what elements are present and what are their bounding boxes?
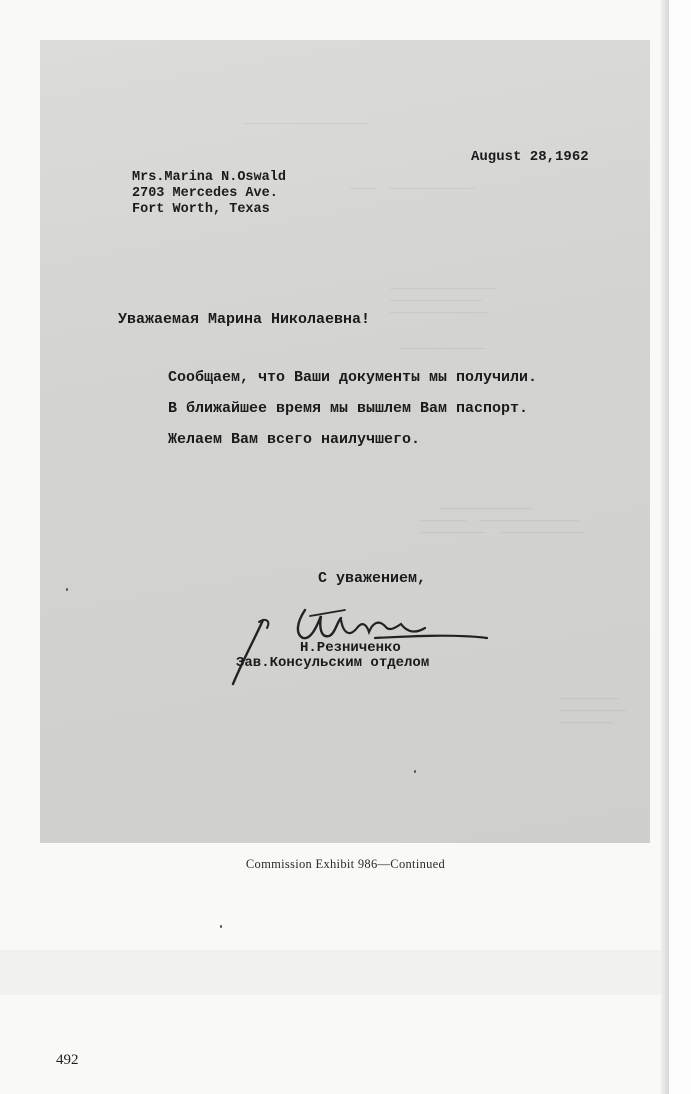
- body-line: Желаем Вам всего наилучшего.: [168, 431, 421, 448]
- signer-name: Н.Резниченко: [300, 640, 401, 656]
- letter-date: August 28,1962: [471, 149, 589, 165]
- recipient-name: Mrs.Marina N.Oswald: [132, 170, 286, 185]
- scan-speck: [414, 770, 416, 773]
- page-margin-strip: [669, 0, 691, 1094]
- exhibit-caption: Commission Exhibit 986—Continued: [245, 857, 446, 871]
- body-line: В ближайшее время мы вышлем Вам паспорт.: [168, 400, 529, 417]
- scan-speck: [220, 925, 222, 928]
- salutation: Уважаемая Марина Николаевна!: [118, 311, 371, 328]
- recipient-city: Fort Worth, Texas: [132, 202, 270, 217]
- bleed-through-text: ___________________: [230, 115, 369, 127]
- bleed-through-text: ________________ ______________ _______________: [390, 280, 496, 316]
- bleed-through-text: ______________ _______ _______________ __________ _____________: [420, 500, 586, 536]
- page-number: 492: [56, 1052, 79, 1068]
- recipient-street: 2703 Mercedes Ave.: [132, 186, 278, 201]
- page-edge-shadow: [661, 0, 669, 1094]
- signer-title: Зав.Консульским отделом: [236, 655, 430, 671]
- bleed-through-text: _________ __________ ________: [560, 690, 627, 726]
- closing: С уважением,: [318, 570, 427, 587]
- bleed-through-text: _____________: [400, 340, 486, 352]
- scan-speck: [66, 588, 68, 591]
- bleed-through-text: ____ _____________: [350, 180, 476, 192]
- body-line: Сообщаем, что Ваши документы мы получили.: [168, 369, 538, 386]
- scan-band: [0, 950, 661, 995]
